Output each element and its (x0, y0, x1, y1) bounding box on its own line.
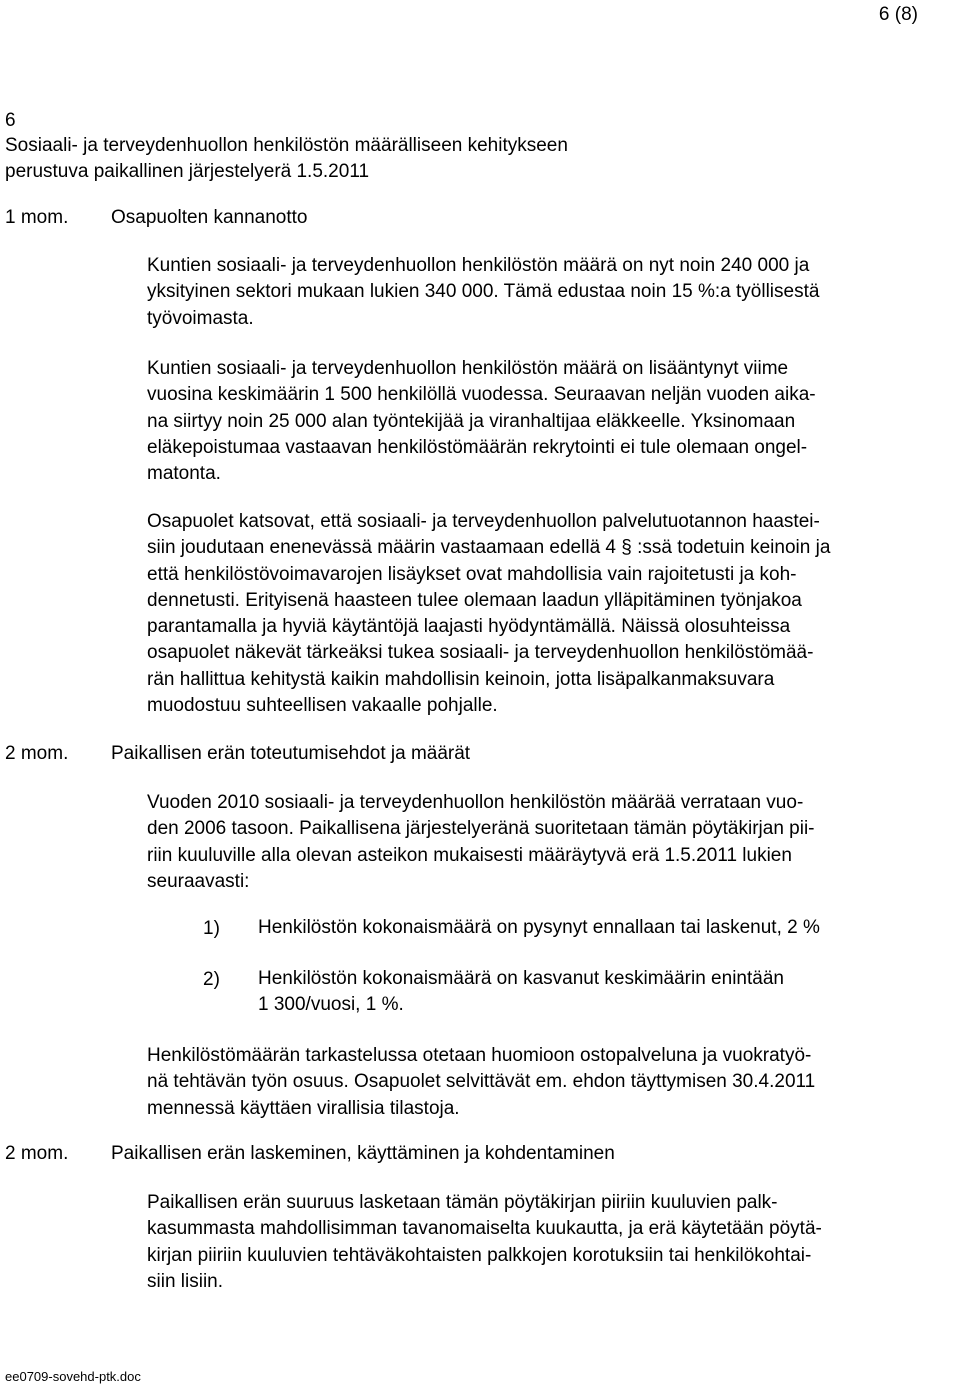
paragraph-line: vuosina keskimäärin 1 500 henkilöllä vuodessa. Seuraavan neljän vuoden aika- (147, 384, 816, 406)
paragraph-line: parantamalla ja hyviä käytäntöjä laajasti hyödyntämällä. Näissä olosuhteissa (147, 616, 791, 638)
paragraph-line: seuraavasti: (147, 870, 250, 892)
paragraph-line: eläkepoistumaa vastaavan henkilöstömäärän rekrytointi ei tule olemaan ongel- (147, 436, 808, 458)
paragraph-line: että henkilöstövoimavarojen lisäykset ovat mahdollisia vain rajoitetusti ja koh- (147, 563, 797, 585)
mom2a-title: Paikallisen erän toteutumisehdot ja määrät (111, 743, 471, 764)
mom2a-paragraph-1 (147, 790, 959, 895)
paragraph-line: Osapuolet katsovat, että sosiaali- ja terveydenhuollon palvelutuotannon haastei- (147, 511, 820, 532)
paragraph-line: matonta. (147, 463, 221, 485)
footer-filename: ee0709-sovehd-ptk.doc (5, 1369, 141, 1384)
paragraph-line: nä tehtävän työn osuus. Osapuolet selvittävät em. ehdon täyttymisen 30.4.2011 (147, 1071, 816, 1093)
paragraph-line: na siirtyy noin 25 000 alan työntekijää ja viranhaltijaa eläkkeelle. Yksinomaan (147, 410, 796, 432)
paragraph-line: Kuntien sosiaali- ja terveydenhuollon henkilöstön määrä on nyt noin 240 000 ja (147, 255, 810, 276)
mom2b-paragraph-1 (147, 1190, 959, 1295)
paragraph-line: siin lisiin. (147, 1270, 224, 1292)
paragraph-line: riin kuuluville alla olevan asteikon mukaisesti määräytyvä erä 1.5.2011 lukien (147, 844, 792, 866)
list-item-line: 1 300/vuosi, 1 %. (258, 994, 404, 1015)
paragraph-line: Kuntien sosiaali- ja terveydenhuollon henkilöstön määrä on lisääntynyt viime (147, 358, 789, 379)
mom2b-title: Paikallisen erän laskeminen, käyttäminen ja kohdentaminen (111, 1143, 615, 1164)
section-number: 6 (5, 110, 16, 131)
mom1-paragraph-1 (147, 253, 959, 332)
paragraph-line: Paikallisen erän suuruus lasketaan tämän pöytäkirjan piiriin kuuluvien palk- (147, 1192, 778, 1213)
page-number: 6 (8) (878, 4, 918, 25)
list-item-number: 1) (203, 918, 220, 939)
mom1-paragraph-3 (147, 509, 959, 719)
mom1-label: 1 mom. (5, 207, 69, 228)
paragraph-line: siin joudutaan enenevässä määrin vastaamaan edellä 4 § :ssä todetuin keinoin ja (147, 537, 831, 559)
list-item-number: 2) (203, 969, 220, 990)
paragraph-line: kasummasta mahdollisimman tavanomaiselta kuukautta, ja erä käytetään pöytä- (147, 1218, 822, 1240)
list-item-line: Henkilöstön kokonaismäärä on pysynyt ennallaan tai laskenut, 2 % (258, 917, 820, 938)
paragraph-line: dennetusti. Erityisenä haasteen tulee olemaan laadun ylläpitäminen työnjakoa (147, 589, 802, 611)
paragraph-line: rän hallittua kehitystä kaikin mahdollisin keinoin, jotta lisäpalkanmaksuvara (147, 668, 775, 690)
paragraph-line: osapuolet näkevät tärkeäksi tukea sosiaali- ja terveydenhuollon henkilöstömää- (147, 642, 814, 664)
paragraph-line: den 2006 tasoon. Paikallisena järjestelyeränä suoritetaan tämän pöytäkirjan pii- (147, 818, 815, 840)
list-item-text (258, 915, 820, 941)
section-title-line: Sosiaali- ja terveydenhuollon henkilöstön määrälliseen kehitykseen (5, 135, 568, 156)
section-title (5, 133, 568, 185)
paragraph-line: Henkilöstömäärän tarkastelussa otetaan huomioon ostopalveluna ja vuokratyö- (147, 1045, 812, 1066)
mom2a-label: 2 mom. (5, 743, 69, 764)
paragraph-line: työvoimasta. (147, 307, 254, 329)
list-item-text (258, 966, 784, 1018)
paragraph-line: muodostuu suhteellisen vakaalle pohjalle. (147, 695, 498, 717)
section-title-line: perustuva paikallinen järjestelyerä 1.5.2011 (5, 161, 370, 182)
mom2b-label: 2 mom. (5, 1143, 69, 1164)
list-item-line: Henkilöstön kokonaismäärä on kasvanut keskimäärin enintään (258, 968, 784, 989)
paragraph-line: Vuoden 2010 sosiaali- ja terveydenhuollon henkilöstön määrää verrataan vuo- (147, 792, 804, 813)
paragraph-line: mennessä käyttäen virallisia tilastoja. (147, 1097, 460, 1119)
mom1-title: Osapuolten kannanotto (111, 207, 308, 228)
paragraph-line: yksityinen sektori mukaan lukien 340 000. Tämä edustaa noin 15 %:a työllisestä (147, 281, 820, 303)
mom2a-paragraph-2 (147, 1043, 959, 1122)
mom1-paragraph-2 (147, 356, 959, 487)
paragraph-line: kirjan piiriin kuuluvien tehtäväkohtaisten palkkojen korotuksiin tai henkilökohtai- (147, 1244, 812, 1266)
